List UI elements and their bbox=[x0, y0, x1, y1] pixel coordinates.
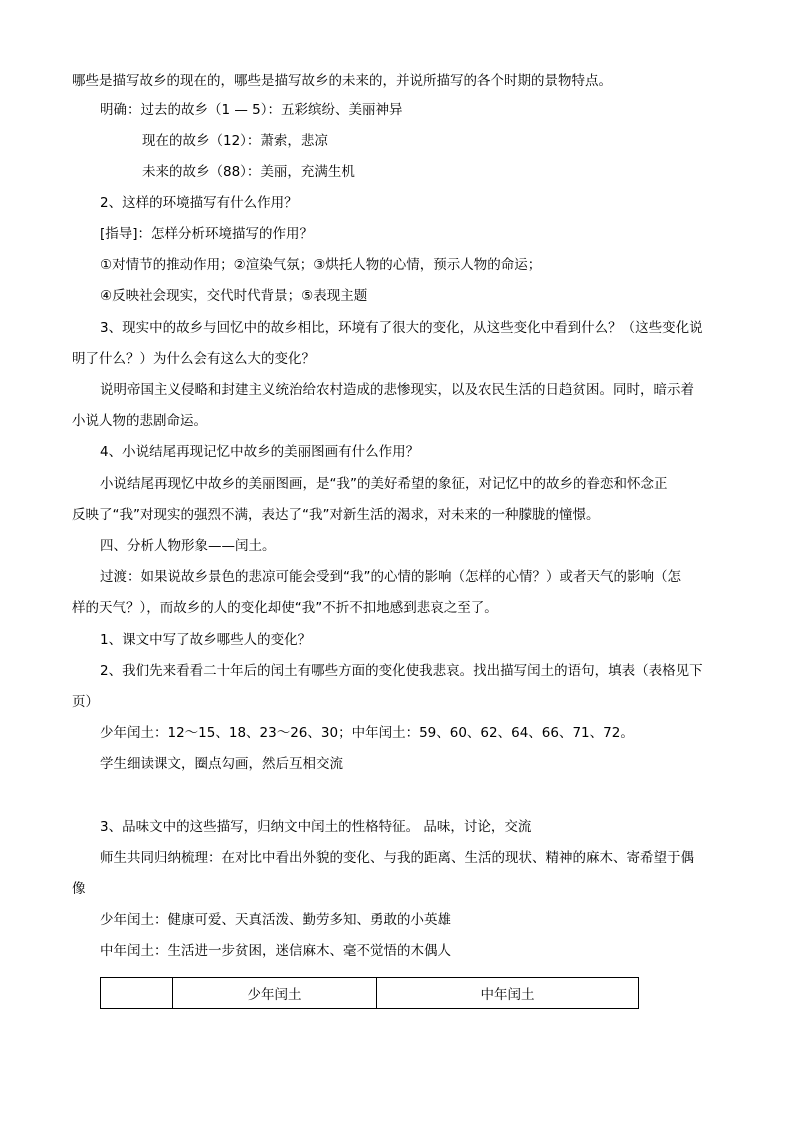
question-line: 2、我们先来看看二十年后的闰土有哪些方面的变化使我悲哀。找出描写闰土的语句，填表（表格见下 bbox=[100, 663, 703, 679]
comparison-table bbox=[100, 977, 639, 1009]
paragraph-line: 学生细读课文，圈点勾画，然后互相交流 bbox=[100, 756, 343, 772]
section-heading: 四、分析人物形象——闰土。 bbox=[100, 538, 276, 554]
question-line: 明了什么？）为什么会有这么大的变化？ bbox=[72, 351, 315, 367]
paragraph-line: [指导]：怎样分析环境描写的作用？ bbox=[100, 226, 314, 242]
paragraph-line: 未来的故乡（88）：美丽，充满生机 bbox=[142, 164, 355, 180]
question-line: 4、小说结尾再现记忆中故乡的美丽图画有什么作用？ bbox=[100, 444, 420, 460]
paragraph-line: 少年闰土：12～15、18、23～26、30；中年闰土：59、60、62、64、66、71、72。 bbox=[100, 725, 634, 741]
question-line: 3、现实中的故乡与回忆中的故乡相比，环境有了很大的变化，从这些变化中看到什么？（这些变化说 bbox=[100, 320, 703, 336]
paragraph-line: 说明帝国主义侵略和封建主义统治给农村造成的悲惨现实，以及农民生活的日趋贫困。同时，暗示着 bbox=[100, 382, 694, 398]
table-header-cell-blank bbox=[101, 978, 173, 1009]
paragraph-line: 明确：过去的故乡（1 — 5）：五彩缤纷、美丽神异 bbox=[100, 102, 403, 118]
question-line: 2、这样的环境描写有什么作用？ bbox=[100, 195, 298, 211]
question-line: 页） bbox=[72, 694, 99, 710]
table-header-row bbox=[101, 978, 639, 1009]
table-header-cell-young-runtu: 少年闰土 bbox=[173, 978, 377, 1009]
paragraph-line: 现在的故乡（12）：萧索，悲凉 bbox=[142, 133, 328, 149]
paragraph-line: 中年闰土：生活进一步贫困，迷信麻木、毫不觉悟的木偶人 bbox=[100, 943, 451, 959]
table-header-cell-adult-runtu: 中年闰土 bbox=[377, 978, 639, 1009]
paragraph-line: ④反映社会现实，交代时代背景；⑤表现主题 bbox=[100, 288, 368, 304]
paragraph-line: 过渡：如果说故乡景色的悲凉可能会受到“我”的心情的影响（怎样的心情？）或者天气的影响（怎 bbox=[100, 569, 681, 585]
paragraph-line: 反映了“我”对现实的强烈不满，表达了“我”对新生活的渴求，对未来的一种朦胧的憧憬。 bbox=[72, 507, 600, 523]
paragraph-line: 师生共同归纳梳理：在对比中看出外貌的变化、与我的距离、生活的现状、精神的麻木、寄希望于偶 bbox=[100, 850, 694, 866]
paragraph-line: 哪些是描写故乡的现在的，哪些是描写故乡的未来的，并说所描写的各个时期的景物特点。 bbox=[72, 73, 612, 89]
question-line: 1、课文中写了故乡哪些人的变化？ bbox=[100, 632, 312, 648]
paragraph-line: 像 bbox=[72, 881, 86, 897]
paragraph-line: ①对情节的推动作用；②渲染气氛；③烘托人物的心情，预示人物的命运； bbox=[100, 257, 542, 273]
paragraph-line: 样的天气？），而故乡的人的变化却使“我”不折不扣地感到悲哀之至了。 bbox=[72, 600, 498, 616]
paragraph-line: 少年闰土：健康可爱、天真活泼、勤劳多知、勇敢的小英雄 bbox=[100, 912, 451, 928]
question-line: 3、品味文中的这些描写，归纳文中闰土的性格特征。 品味，讨论，交流 bbox=[100, 819, 532, 835]
paragraph-line: 小说结尾再现忆中故乡的美丽图画，是“我”的美好希望的象征，对记忆中的故乡的眷恋和怀念正 bbox=[100, 476, 668, 492]
paragraph-line: 小说人物的悲剧命运。 bbox=[72, 413, 207, 429]
